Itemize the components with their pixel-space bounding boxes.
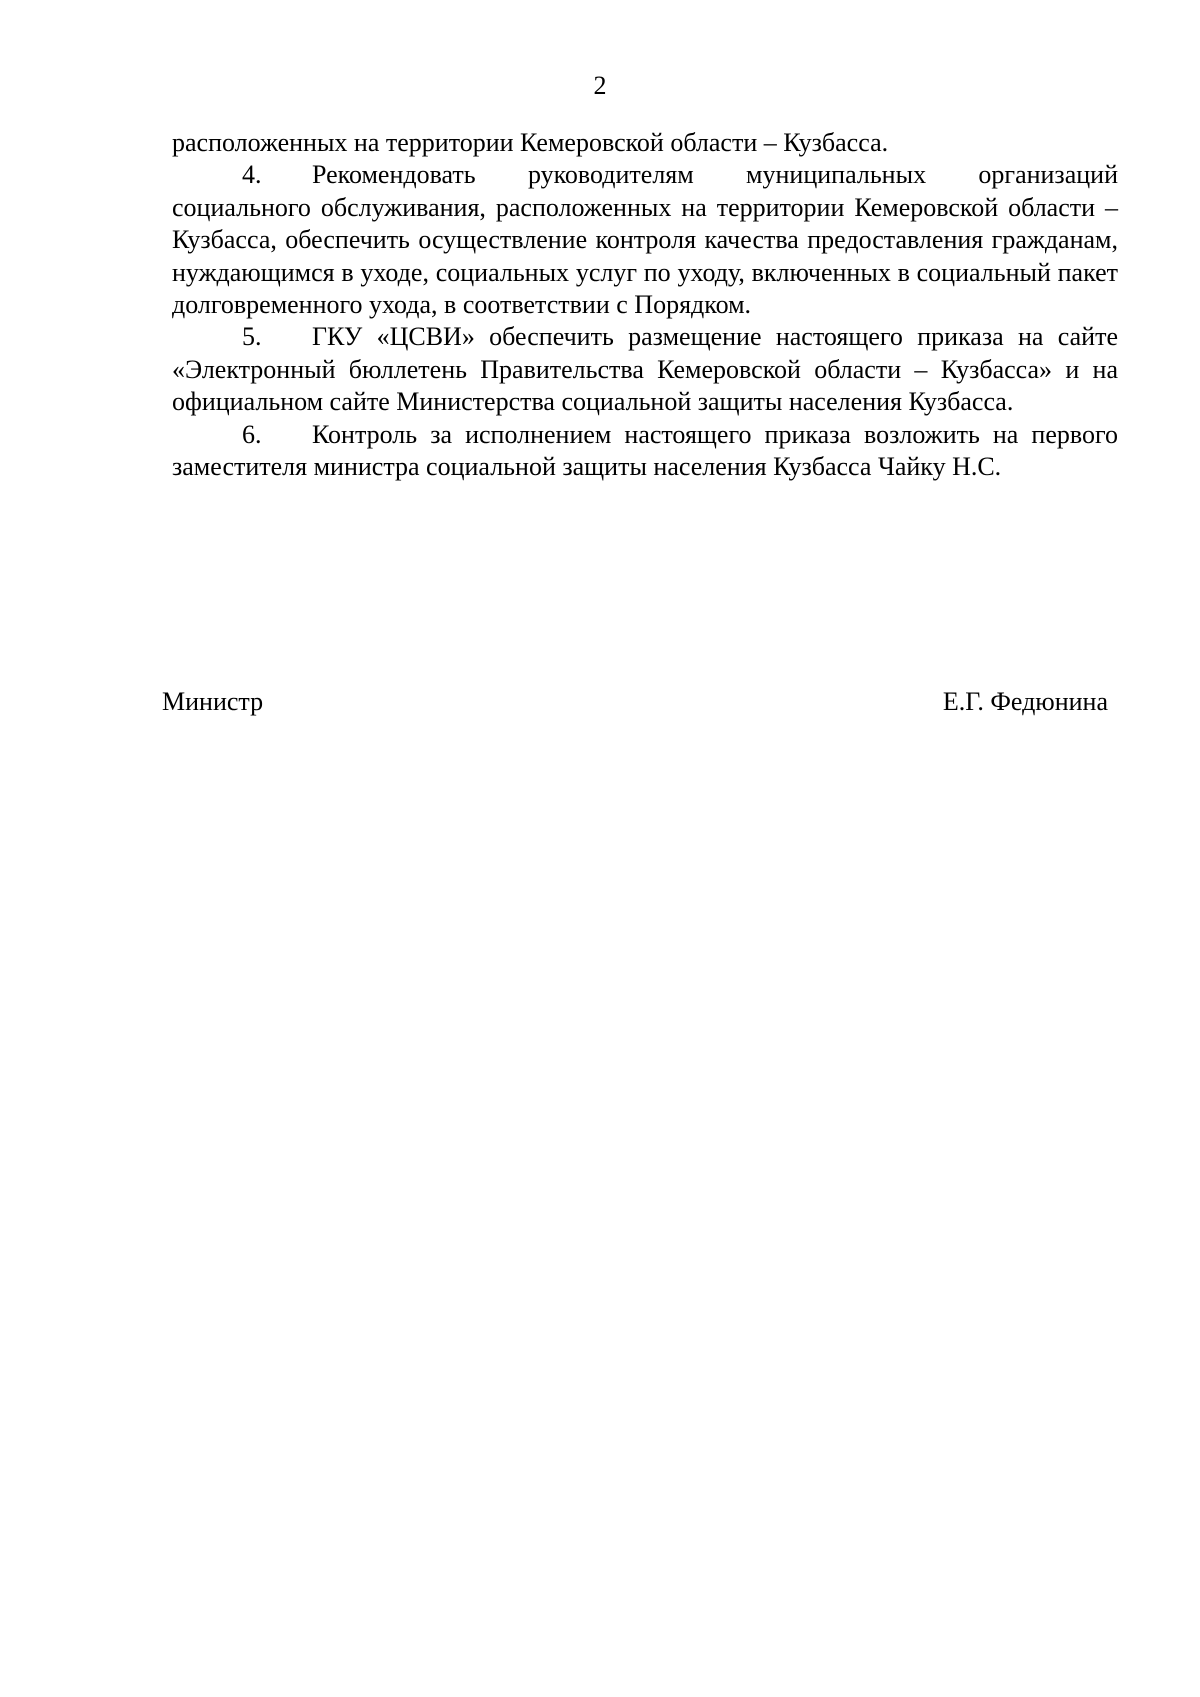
continuation-paragraph: расположенных на территории Кемеровской области – Кузбасса. [172, 128, 889, 157]
paragraph-item-4 [172, 159, 1118, 321]
paragraph-number: 4. [242, 160, 262, 190]
paragraph-number: 5. [242, 322, 262, 352]
paragraph-text: Рекомендовать руководителям муниципальных организаций социального обслуживания, расположенных на территории Кемеровской области – Кузбасса, обеспечить осуществление контроля качества предоставления гражданам, нуждающимся в уходе, социальных услуг по уходу, включенных в социальный пакет долговременного ухода, в соответствии с Порядком. [172, 160, 1118, 320]
paragraph-number: 6. [242, 419, 262, 449]
signatory-name: Е.Г. Федюнина [942, 687, 1108, 716]
paragraph-item-5 [172, 321, 1118, 418]
paragraph-text: ГКУ «ЦСВИ» обеспечить размещение настоящего приказа на сайте «Электронный бюллетень Правительства Кемеровской области – Кузбасса» и на официальном сайте Министерства социальной защиты населения Кузбасса. [172, 322, 1118, 417]
paragraph-item-6 [172, 419, 1118, 484]
paragraph-text: Контроль за исполнением настоящего приказа возложить на первого заместителя министра социальной защиты населения Кузбасса Чайку Н.С. [172, 419, 1118, 482]
page-number: 2 [593, 71, 607, 100]
signatory-title: Министр [162, 687, 264, 716]
document-body [172, 127, 1118, 483]
